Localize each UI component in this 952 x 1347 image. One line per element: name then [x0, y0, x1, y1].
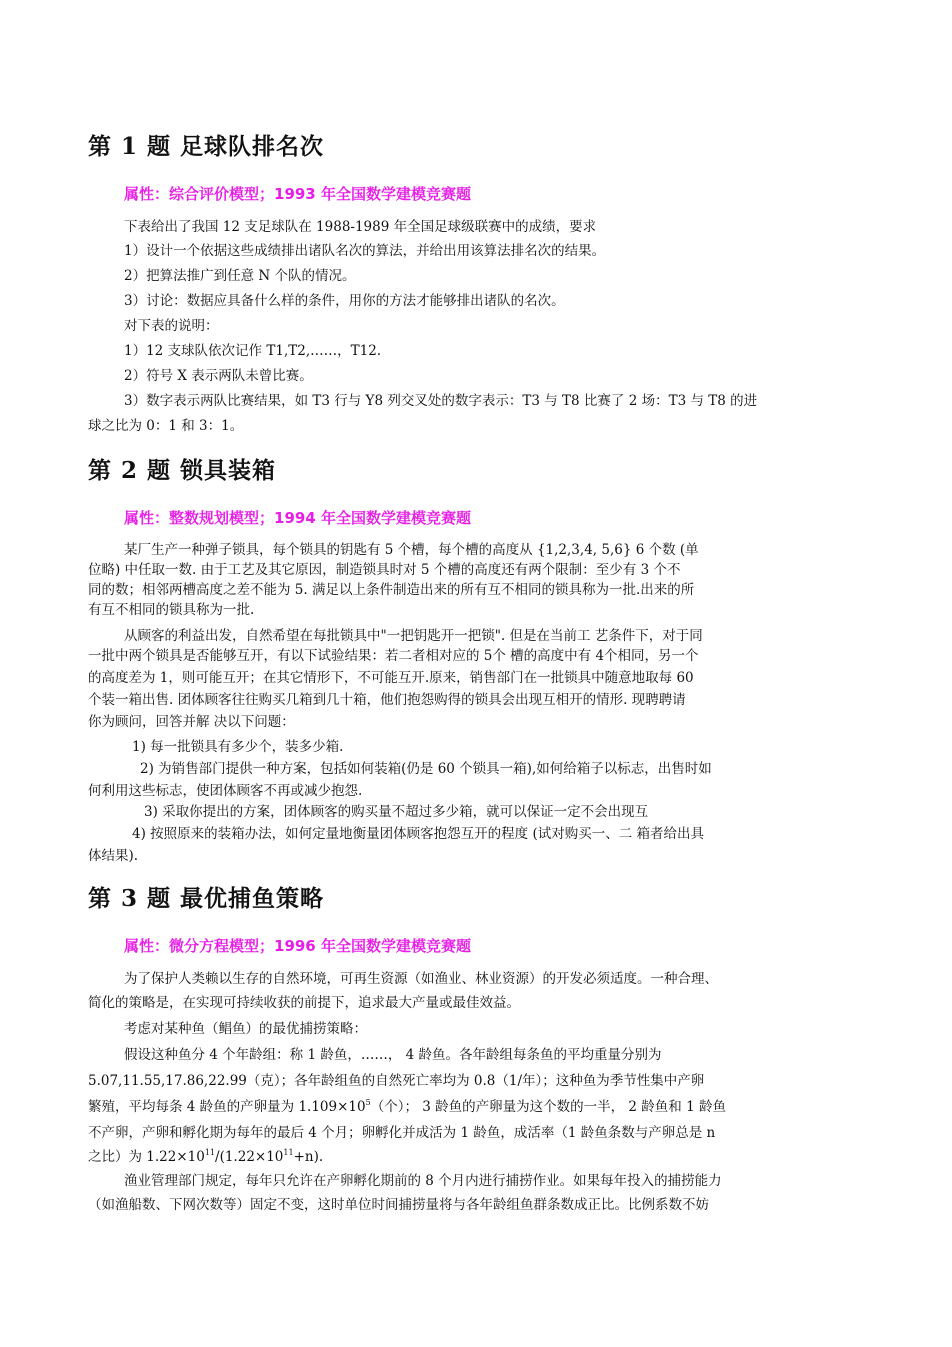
q2-line: 2) 为销售部门提供一种方案，包括如何装箱(仍是 60 个锁具一箱),如何给箱子以标志，出售时如 [140, 761, 712, 777]
q2-line: 1) 每一批锁具有多少个，装多少箱. [132, 739, 344, 755]
q3-line: 5.07,11.55,17.86,22.99（克）；各年龄组鱼的自然死亡率均为 0.8（1/年）；这种鱼为季节性集中产卵 [88, 1073, 705, 1089]
q2-line: 3) 采取你提出的方案，团体顾客的购买量不超过多少箱，就可以保证一定不会出现互 [144, 804, 649, 820]
q2-line: 你为顾问，回答并解 决以下问题： [88, 714, 295, 730]
q3-title: 第 3 题 最优捕鱼策略 [88, 885, 325, 912]
q2-line: 4) 按照原来的装箱办法，如何定量地衡量团体顾客抱怨互开的程度 (试对购买一、二 箱者给出具 [132, 826, 704, 842]
q3-line: 考虑对某种鱼（鲳鱼）的最优捕捞策略： [124, 1021, 367, 1037]
q1-line: 2）把算法推广到任意 N 个队的情况。 [124, 268, 356, 284]
q3-line: 不产卵，产卵和孵化期为每年的最后 4 个月；卵孵化并成活为 1 龄鱼，成活率（1 龄鱼条数与产卵总是 n [88, 1125, 716, 1141]
q1-line: 1）设计一个依据这些成绩排出诸队名次的算法，并给出用该算法排名次的结果。 [124, 243, 606, 259]
q1-line: 2）符号 X 表示两队未曾比赛。 [124, 368, 313, 384]
q2-line: 某厂生产一种弹子锁具，每个锁具的钥匙有 5 个槽，每个槽的高度从 {1,2,3,4, 5,6} 6 个数 (单 [124, 542, 699, 558]
q3-attribute: 属性：微分方程模型；1996 年全国数学建模竞赛题 [124, 937, 471, 955]
q1-title: 第 1 题 足球队排名次 [88, 133, 325, 160]
q1-line: 球之比为 0：1 和 3：1。 [88, 418, 244, 434]
q2-line: 体结果). [88, 848, 139, 864]
q3-line: （如渔船数、下网次数等）固定不变，这时单位时间捕捞量将与各年龄组鱼群条数成正比。比例系数不妨 [88, 1197, 709, 1213]
q1-line: 1）12 支球队依次记作 T1,T2,……，T12. [124, 343, 382, 359]
q1-line: 3）数字表示两队比赛结果，如 T3 行与 Y8 列交叉处的数字表示：T3 与 T8 比赛了 2 场：T3 与 T8 的进 [124, 393, 758, 409]
q1-line: 3）讨论：数据应具备什么样的条件，用你的方法才能够排出诸队的名次。 [124, 293, 565, 309]
q3-line: 简化的策略是，在实现可持续收获的前提下，追求最大产量或最佳效益。 [88, 995, 520, 1011]
q2-attribute: 属性：整数规划模型；1994 年全国数学建模竞赛题 [124, 509, 471, 527]
q1-line: 对下表的说明： [124, 318, 219, 334]
q3-line: 为了保护人类赖以生存的自然环境，可再生资源（如渔业、林业资源）的开发必须适度。一种合理、 [124, 971, 718, 987]
q2-line: 有互不相同的锁具称为一批. [88, 602, 255, 618]
q2-line: 一批中两个锁具是否能够互开，有以下试验结果：若二者相对应的 5个 槽的高度中有 4个相同，另一个 [88, 648, 699, 664]
q3-line: 繁殖，平均每条 4 龄鱼的产卵量为 $1.109\times 10^5$（个）； 3 龄鱼的产卵量为这个数的一半， 2 龄鱼和 1 龄鱼 [88, 1098, 726, 1115]
q1-line: 下表给出了我国 12 支足球队在 1988-1989 年全国足球级联赛中的成绩，要求 [124, 219, 597, 235]
q2-line: 位略) 中任取一数. 由于工艺及其它原因，制造锁具时对 5 个槽的高度还有两个限制：至少有 3 个不 [88, 562, 681, 578]
q2-line: 从顾客的利益出发，自然希望在每批锁具中"一把钥匙开一把锁". 但是在当前工 艺条件下，对于同 [124, 628, 703, 644]
q2-line: 的高度差为 1，则可能互开；在其它情形下，不可能互开.原来，销售部门在一批锁具中随意地取每 60 [88, 670, 694, 686]
q1-attribute: 属性：综合评价模型；1993 年全国数学建模竞赛题 [124, 185, 471, 203]
q3-line: 之比）为 $1.22\times 10^{11}/(1.22\times 10^{11}+n)$. [88, 1148, 324, 1165]
q2-line: 何利用这些标志，使团体顾客不再或减少抱怨. [88, 783, 363, 799]
q2-line: 个装一箱出售. 团体顾客往往购买几箱到几十箱，他们抱怨购得的锁具会出现互相开的情形. 现聘聘请 [88, 692, 686, 708]
q3-line: 渔业管理部门规定，每年只允许在产卵孵化期前的 8 个月内进行捕捞作业。如果每年投入的捕捞能力 [124, 1173, 722, 1189]
q2-line: 同的数；相邻两槽高度之差不能为 5. 满足以上条件制造出来的所有互不相同的锁具称为一批.出来的所 [88, 582, 695, 598]
q3-line: 假设这种鱼分 4 个年龄组：称 1 龄鱼，……， 4 龄鱼。各年龄组每条鱼的平均重量分别为 [124, 1047, 662, 1063]
q2-title: 第 2 题 锁具装箱 [88, 457, 277, 484]
